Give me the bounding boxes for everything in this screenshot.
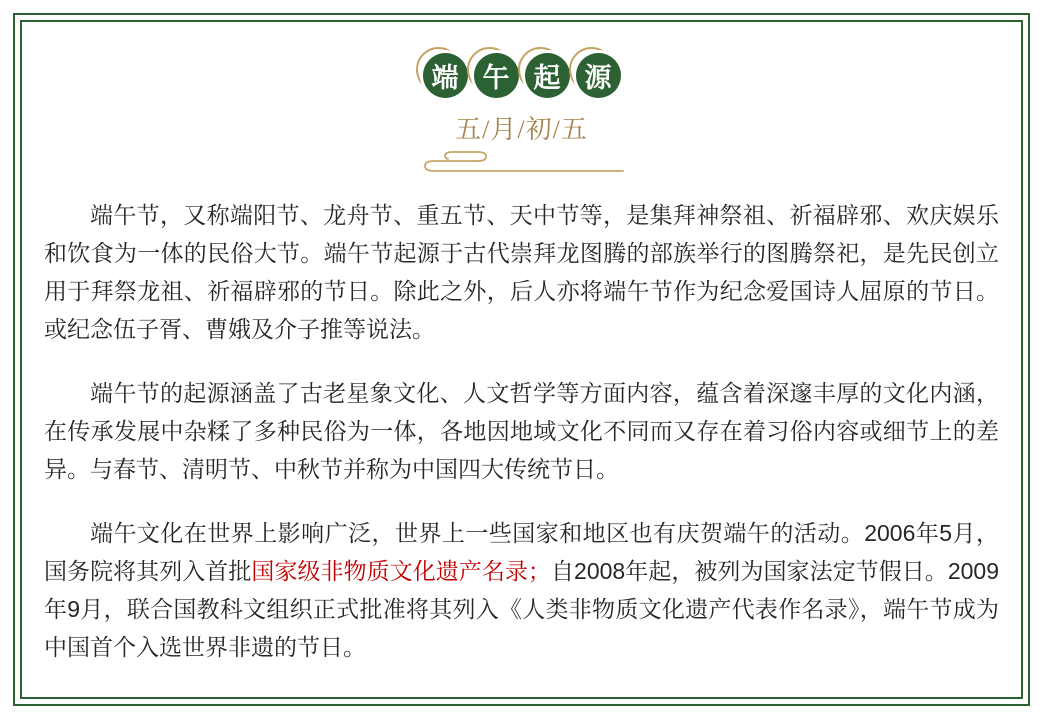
paragraph-3-text-before: 端午文化在世界上影响广泛，世界上一些国家和地区也有庆贺端午的活动。2006年5月，国务院将其列入首批 bbox=[44, 520, 999, 584]
badge-character: 午 bbox=[474, 53, 519, 98]
page-frame-inner bbox=[20, 20, 1023, 699]
paragraph-3-highlighted-text: 国家级非物质文化遗产名录； bbox=[251, 558, 551, 584]
title-badge bbox=[423, 53, 468, 98]
title-badges bbox=[420, 53, 624, 98]
title-badge bbox=[525, 53, 570, 98]
paragraph-3-text-after: 自2008年起，被列为国家法定节假日。2009年9月，联合国教科文组织正式批准将其列入《人类非物质文化遗产代表作名录》，端午节成为中国首个入选世界非遗的节日。 bbox=[44, 558, 1000, 660]
paragraph-2: 端午节的起源涵盖了古老星象文化、人文哲学等方面内容，蕴含着深邃丰厚的文化内涵，在传承发展中杂糅了多种民俗为一体，各地因地域文化不同而又存在着习俗内容或细节上的差异。与春节、清明节、中秋节并称为中国四大传统节日。 bbox=[44, 380, 999, 482]
page-frame-outer bbox=[13, 13, 1030, 706]
paragraph-3 bbox=[44, 514, 999, 666]
badge-character: 端 bbox=[423, 53, 468, 98]
article bbox=[22, 175, 1021, 666]
cloud-scroll-divider-icon bbox=[419, 149, 625, 175]
badge-character: 起 bbox=[525, 53, 570, 98]
lunar-date: 五/月/初/五 bbox=[455, 115, 588, 144]
badge-character: 源 bbox=[576, 53, 621, 98]
title-badge bbox=[474, 53, 519, 98]
title-badge bbox=[576, 53, 621, 98]
page-header bbox=[22, 22, 1021, 175]
paragraph-1: 端午节，又称端阳节、龙舟节、重五节、天中节等，是集拜神祭祖、祈福辟邪、欢庆娱乐和饮食为一体的民俗大节。端午节起源于古代崇拜龙图腾的部族举行的图腾祭祀，是先民创立用于拜祭龙祖、祈福辟邪的节日。除此之外，后人亦将端午节作为纪念爱国诗人屈原的节日。或纪念伍子胥、曹娥及介子推等说法。 bbox=[44, 202, 999, 342]
